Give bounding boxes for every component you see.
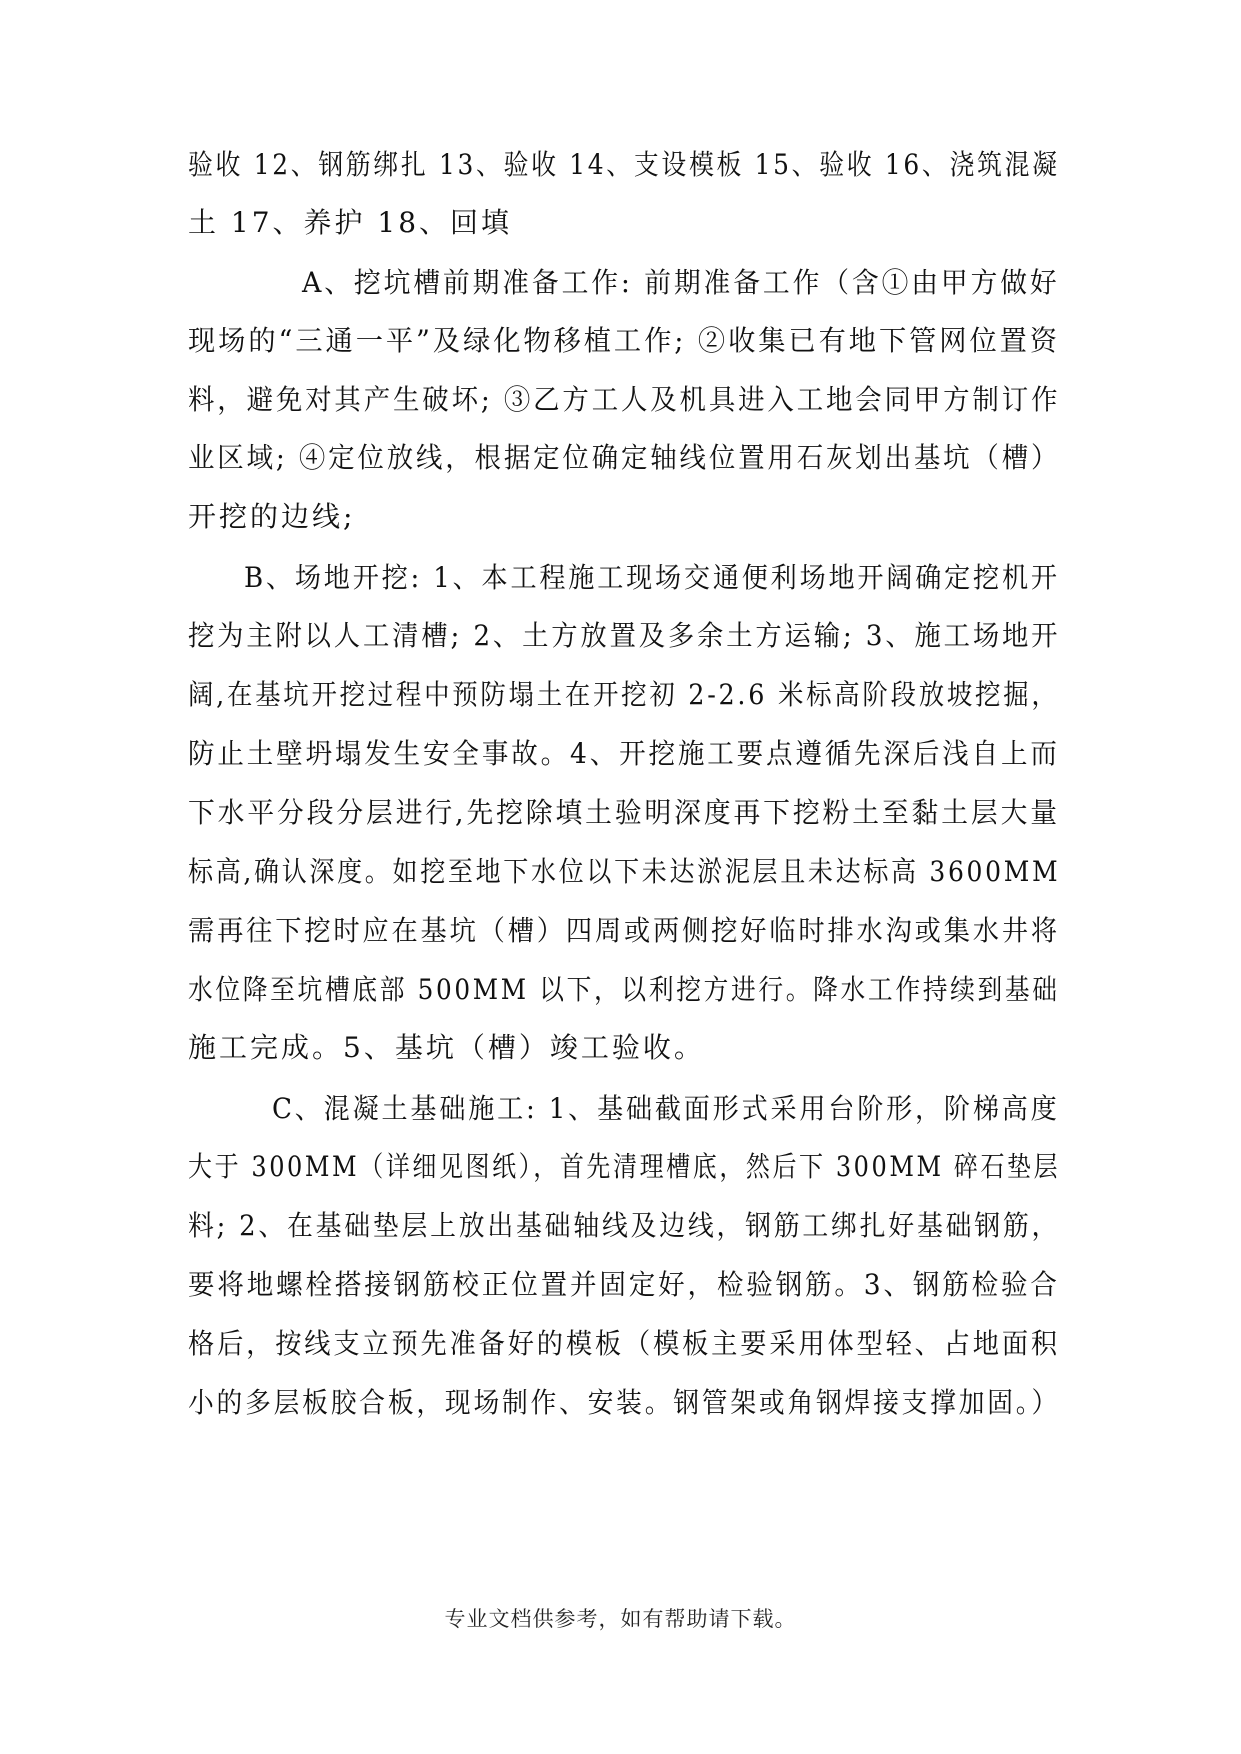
text-line-4: 现场的“三通一平”及绿化物移植工作; ②收集已有地下管网位置资 — [188, 324, 1060, 357]
text-line-13: 标高,确认深度。如挖至地下水位以下未达淤泥层且未达标高 3600MM — [188, 855, 1061, 888]
text-line-8: B、场地开挖: 1、本工程施工现场交通便利场地开阔确定挖机开 — [244, 561, 1060, 594]
text-line-7: 开挖的边线; — [188, 500, 356, 533]
text-line-14: 需再往下挖时应在基坑（槽）四周或两侧挖好临时排水沟或集水井将 — [188, 914, 1060, 947]
text-line-11: 防止土壁坍塌发生安全事故。4、开挖施工要点遵循先深后浅自上而 — [188, 737, 1060, 770]
text-line-18: 大于 300MM（详细见图纸），首先清理槽底，然后下 300MM 碎石垫层 — [188, 1150, 1061, 1183]
text-line-2: 土 17、养护 18、回填 — [188, 206, 513, 239]
text-line-3: A、挖坑槽前期准备工作: 前期准备工作（含①由甲方做好 — [302, 266, 1060, 299]
text-line-16: 施工完成。5、基坑（槽）竣工验收。 — [188, 1031, 705, 1064]
text-line-19: 料; 2、在基础垫层上放出基础轴线及边线，钢筋工绑扎好基础钢筋， — [188, 1209, 1061, 1242]
text-line-12: 下水平分段分层进行,先挖除填土验明深度再下挖粉土至黏土层大量 — [188, 796, 1060, 829]
text-line-1: 验收 12、钢筋绑扎 13、验收 14、支设模板 15、验收 16、浇筑混凝 — [188, 148, 1060, 181]
text-line-9: 挖为主附以人工清槽; 2、土方放置及多余土方运输; 3、施工场地开 — [188, 619, 1061, 652]
text-line-21: 格后，按线支立预先准备好的模板（模板主要采用体型轻、占地面积 — [188, 1327, 1060, 1360]
text-line-6: 业区域; ④定位放线，根据定位确定轴线位置用石灰划出基坑（槽） — [188, 441, 1061, 474]
text-line-17: C、混凝土基础施工: 1、基础截面形式采用台阶形，阶梯高度 — [272, 1092, 1060, 1125]
text-line-20: 要将地螺栓搭接钢筋校正位置并固定好，检验钢筋。3、钢筋检验合 — [188, 1268, 1060, 1301]
text-line-15: 水位降至坑槽底部 500MM 以下，以利挖方进行。降水工作持续到基础 — [188, 973, 1060, 1006]
page-footer: 专业文档供参考，如有帮助请下载。 — [444, 1607, 797, 1631]
text-line-5: 料，避免对其产生破坏; ③乙方工人及机具进入工地会同甲方制订作 — [188, 383, 1061, 416]
text-line-10: 阔,在基坑开挖过程中预防塌土在开挖初 2-2.6 米标高阶段放坡挖掘， — [188, 678, 1060, 711]
text-line-22: 小的多层板胶合板，现场制作、安装。钢管架或角钢焊接支撑加固。） — [188, 1386, 1061, 1419]
